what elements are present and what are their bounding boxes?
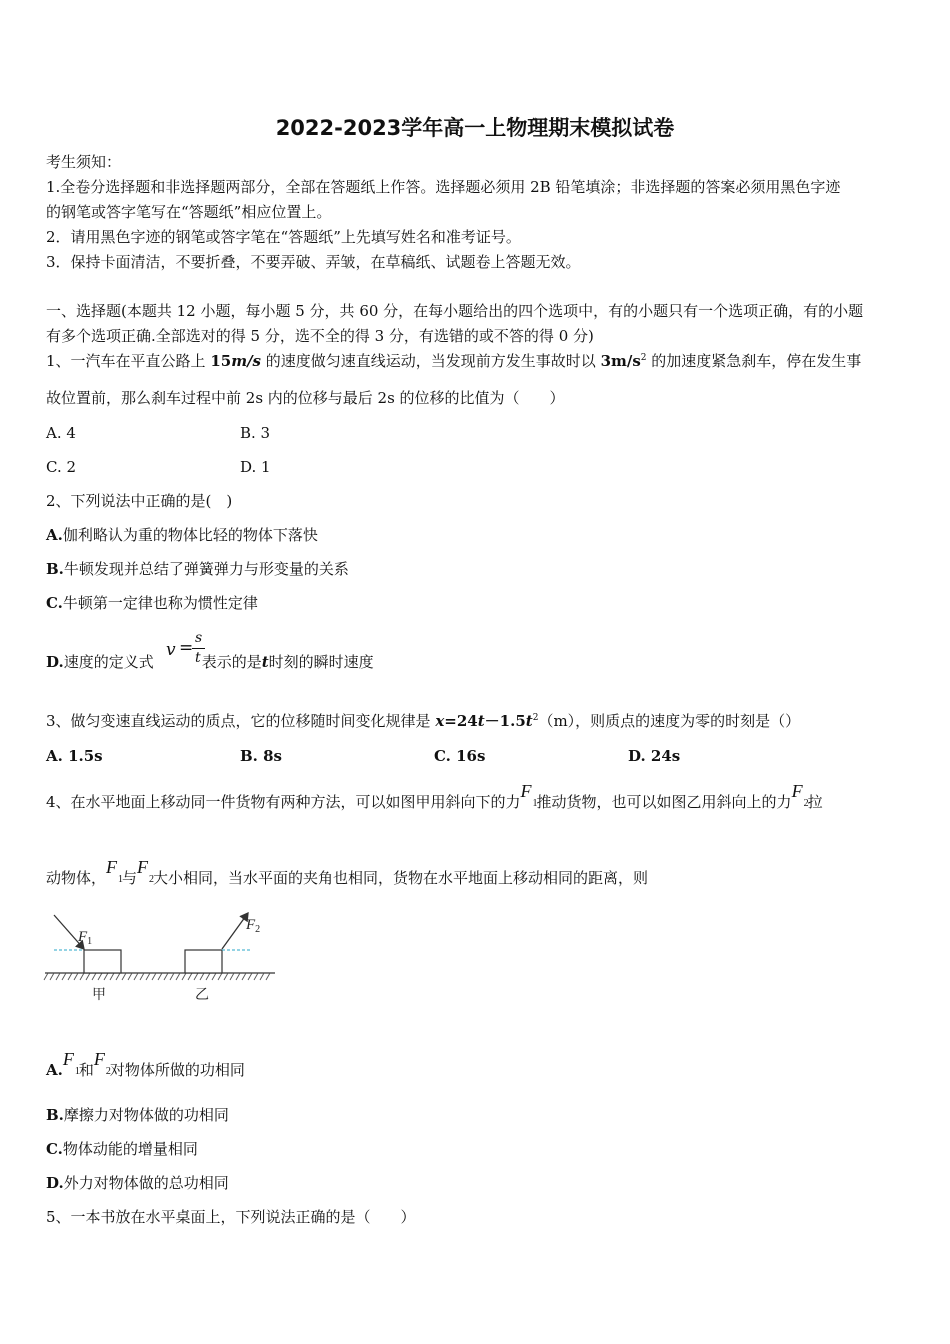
q1-option-d: D. 1 bbox=[240, 458, 271, 476]
q1-acc-exp: 2 bbox=[640, 353, 647, 363]
q4-label-b: B. bbox=[46, 1106, 64, 1124]
q1-text-c: 的加速度紧急刹车，停在发生事 bbox=[646, 352, 862, 370]
q4-option-d bbox=[46, 1172, 229, 1194]
page-title: 2022-2023学年高一上物理期末模拟试卷 bbox=[275, 116, 675, 140]
q4-option-d-text: 外力对物体做的总功相同 bbox=[63, 1174, 229, 1192]
q4-label-c: C. bbox=[46, 1140, 63, 1158]
velocity-formula bbox=[162, 628, 208, 672]
q4-option-b bbox=[46, 1104, 229, 1126]
notice-heading: 考生须知： bbox=[46, 153, 122, 171]
q1-text-a: 1、一汽车在平直公路上 bbox=[46, 352, 211, 370]
q4-f1-letter: F bbox=[520, 781, 532, 801]
q2-label-c: C. bbox=[46, 594, 63, 612]
q1-speed: 15 bbox=[210, 352, 232, 370]
q4-f2-symbol bbox=[791, 781, 809, 809]
q4-f2-letter: F bbox=[791, 781, 803, 801]
q4-text-c: 拉 bbox=[807, 793, 823, 811]
q4-text-e: 与 bbox=[122, 869, 138, 887]
q4-label-a: A. bbox=[46, 1061, 63, 1079]
q1-unit-s: /s bbox=[247, 352, 262, 370]
q4-option-c-text: 物体动能的增量相同 bbox=[62, 1140, 198, 1158]
q2-option-b bbox=[46, 558, 349, 580]
q2-option-d-text-3: 时刻的瞬时速度 bbox=[268, 653, 374, 671]
q4-text-d: 动物体， bbox=[46, 869, 107, 887]
q1-option-b: B. 3 bbox=[240, 424, 271, 442]
notice-line-2: 2．请用黑色字迹的钢笔或答字笔在“答题纸”上先填写姓名和准考证号。 bbox=[46, 228, 521, 246]
q2-label-d: D. bbox=[46, 653, 64, 671]
fig-f2-label: $F_2$ bbox=[246, 917, 261, 935]
q4-stem-line1 bbox=[46, 781, 823, 821]
q2-option-b-text: 牛顿发现并总结了弹簧弹力与形变量的关系 bbox=[63, 560, 349, 578]
q4-option-a-f1-sub: 1 bbox=[74, 1065, 80, 1077]
q4-option-a-f2 bbox=[93, 1049, 111, 1077]
section-instructions-1: 一、选择题(本题共 12 小题，每小题 5 分，共 60 分，在每小题给出的四个选项中，有的小题只有一个选项正确，有的小题 bbox=[46, 302, 864, 320]
q3-text-b: （m），则质点的速度为零的时刻是（） bbox=[538, 712, 801, 730]
q1-stem-line2: 故位置前，那么刹车过程中前 2s 内的位移与最后 2s 的位移的比值为（ ） bbox=[46, 389, 565, 407]
q4-option-a-and: 和 bbox=[78, 1061, 94, 1079]
formula-s: s bbox=[195, 630, 203, 646]
q4-text-b: 推动货物，也可以如图乙用斜向上的力 bbox=[536, 793, 792, 811]
q3-option-a: A. 1.5s bbox=[46, 747, 103, 765]
q4-f2-symbol-2 bbox=[137, 857, 155, 885]
q3-stem bbox=[46, 710, 800, 732]
q1-unit-m: m bbox=[231, 352, 248, 370]
q4-f1-sub: 1 bbox=[532, 797, 538, 809]
q4-f1-sub-2: 1 bbox=[118, 873, 124, 885]
q2-option-a-text: 伽利略认为重的物体比轻的物体下落快 bbox=[62, 526, 318, 544]
q4-f2-sub: 2 bbox=[803, 797, 809, 809]
q4-f1-symbol bbox=[520, 781, 538, 809]
q4-text-f: 大小相同，当水平面的夹角也相同，货物在水平地面上移动相同的距离，则 bbox=[153, 869, 649, 887]
q3-option-c: C. 16s bbox=[434, 747, 486, 765]
q4-option-a-f1 bbox=[62, 1049, 80, 1077]
fig-label-jia: 甲 bbox=[92, 987, 106, 1003]
q3-option-b: B. 8s bbox=[240, 747, 283, 765]
q2-t: t bbox=[261, 653, 269, 671]
q2-option-c-text: 牛顿第一定律也称为惯性定律 bbox=[62, 594, 258, 612]
q2-label-a: A. bbox=[46, 526, 63, 544]
q2-stem: 2、下列说法中正确的是( ) bbox=[46, 492, 233, 510]
q4-f2-sub-2: 2 bbox=[149, 873, 155, 885]
q4-f1-letter-2: F bbox=[106, 857, 118, 877]
q4-option-b-text: 摩擦力对物体做的功相同 bbox=[63, 1106, 229, 1124]
q1-text-b: 的速度做匀速直线运动，当发现前方发生事故时以 bbox=[261, 352, 601, 370]
q4-option-c bbox=[46, 1138, 198, 1160]
q3-option-d: D. 24s bbox=[628, 747, 681, 765]
q3-x: x bbox=[435, 712, 445, 730]
q4-option-a-rest: 对物体所做的功相同 bbox=[109, 1061, 245, 1079]
q3-text-a: 3、做匀变速直线运动的质点，它的位移随时间变化规律是 bbox=[46, 712, 436, 730]
fraction-bar bbox=[192, 648, 205, 649]
q4-f1-symbol-2 bbox=[106, 857, 124, 885]
q3-t1: t bbox=[477, 712, 485, 730]
q1-option-c: C. 2 bbox=[46, 458, 77, 476]
q4-option-a bbox=[46, 1049, 245, 1089]
q1-stem-line1 bbox=[46, 350, 861, 372]
notice-line-1b: 的钢笔或答字笔写在“答题纸”相应位置上。 bbox=[46, 203, 332, 221]
q1-option-a: A. 4 bbox=[46, 424, 76, 442]
q3-t2: t bbox=[525, 712, 533, 730]
q4-f2-letter-2: F bbox=[137, 857, 149, 877]
q4-option-a-f1-letter: F bbox=[62, 1049, 74, 1069]
q4-stem-line2 bbox=[46, 857, 649, 897]
q2-option-d-text-2: 表示的是 bbox=[201, 653, 262, 671]
q4-option-a-f2-sub: 2 bbox=[105, 1065, 111, 1077]
block-jia bbox=[84, 950, 121, 973]
q4-label-d: D. bbox=[46, 1174, 64, 1192]
q3-exp: 2 bbox=[532, 713, 539, 723]
block-yi bbox=[185, 950, 222, 973]
q3-minus: －1.5 bbox=[484, 712, 526, 730]
formula-t: t bbox=[195, 650, 201, 666]
q2-option-d-text-1: 速度的定义式 bbox=[63, 653, 154, 671]
formula-eq: = bbox=[179, 638, 194, 658]
fig-f1-label: $F_1$ bbox=[78, 929, 93, 947]
fig-label-yi: 乙 bbox=[195, 987, 209, 1003]
q1-acc: 3m/s bbox=[600, 352, 641, 370]
q4-option-a-f2-letter: F bbox=[93, 1049, 105, 1069]
ground-hatching bbox=[44, 973, 270, 980]
q2-label-b: B. bbox=[46, 560, 64, 578]
notice-line-1a: 1.全卷分选择题和非选择题两部分，全部在答题纸上作答。选择题必须用 2B 铅笔填涂；非选择题的答案必须用黑色字迹 bbox=[46, 178, 841, 196]
q2-option-d bbox=[46, 651, 374, 673]
force-arrow-f2 bbox=[222, 913, 248, 949]
formula-v: v bbox=[166, 640, 176, 660]
section-instructions-2: 有多个选项正确.全部选对的得 5 分，选不全的得 3 分，有选错的或不答的得 0 分) bbox=[46, 327, 594, 345]
q2-option-a bbox=[46, 524, 318, 546]
q5-stem: 5、一本书放在水平桌面上，下列说法正确的是（ ） bbox=[46, 1208, 416, 1226]
q2-option-c bbox=[46, 592, 258, 614]
force-diagram bbox=[40, 905, 285, 1005]
notice-line-3: 3．保持卡面清洁，不要折叠，不要弄破、弄皱，在草稿纸、试题卷上答题无效。 bbox=[46, 253, 581, 271]
q4-text-a: 4、在水平地面上移动同一件货物有两种方法，可以如图甲用斜向下的力 bbox=[46, 793, 521, 811]
q3-eq: =24 bbox=[444, 712, 478, 730]
